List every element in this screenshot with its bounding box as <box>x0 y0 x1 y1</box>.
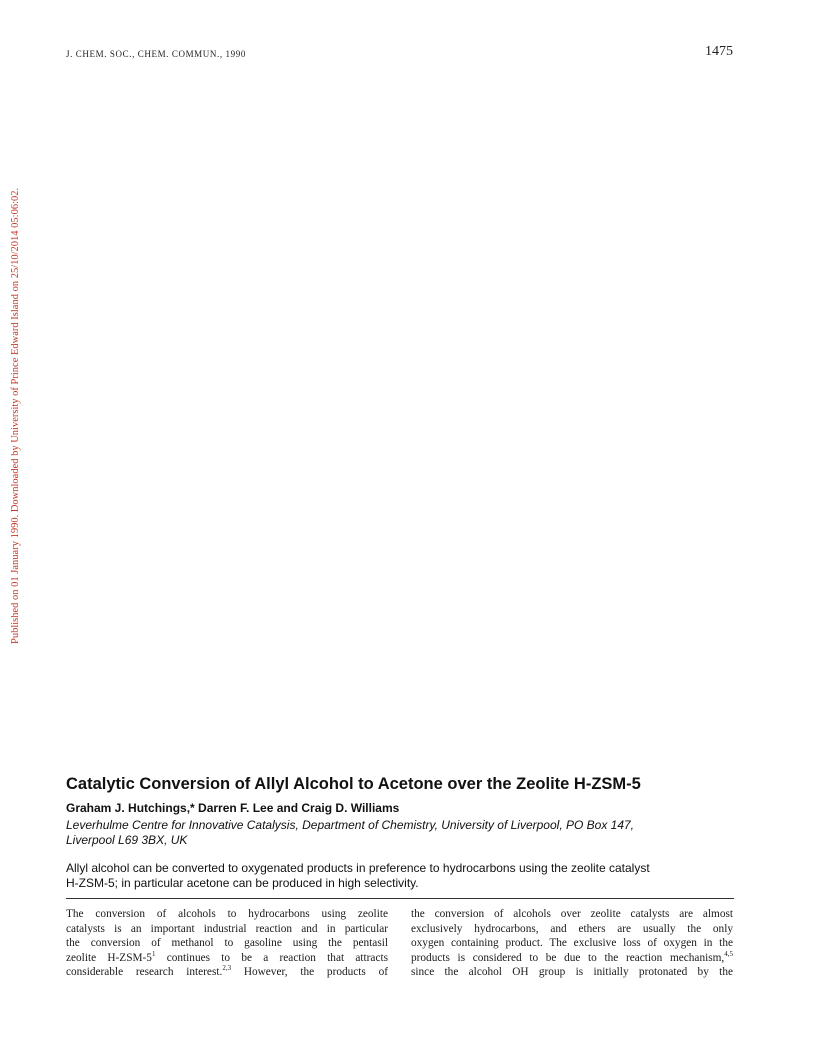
download-stamp-text[interactable]: Published on 01 January 1990. Downloaded by University of Prince Edward Island on 25/10/2014 05:06:02. <box>10 187 21 644</box>
affiliation-line: Leverhulme Centre for Innovative Catalysis, Department of Chemistry, University of Liverpool, PO Box 147, <box>66 818 635 832</box>
body-column-left <box>66 907 388 980</box>
body-line-cited <box>66 965 388 980</box>
body-line: since the alcohol OH group is initially protonated by the <box>411 966 733 978</box>
citation-ref[interactable]: 1 <box>151 949 156 958</box>
body-line: The conversion of alcohols to hydrocarbons using zeolite <box>66 908 388 920</box>
abstract-divider <box>66 898 734 899</box>
running-head: J. CHEM. SOC., CHEM. COMMUN., 1990 <box>66 49 246 59</box>
abstract <box>66 861 726 891</box>
author-affiliation <box>66 818 716 848</box>
body-line-cited <box>411 951 733 966</box>
article-title: Catalytic Conversion of Allyl Alcohol to Acetone over the Zeolite H-ZSM-5 <box>66 775 641 793</box>
body-text: considerable research interest. <box>66 966 223 978</box>
citation-ref[interactable]: 2,3 <box>222 964 232 973</box>
article-authors: Graham J. Hutchings,* Darren F. Lee and Craig D. Williams <box>66 801 400 815</box>
affiliation-line: Liverpool L69 3BX, UK <box>66 833 188 847</box>
body-line: oxygen containing product. The exclusive loss of oxygen in the <box>411 937 733 949</box>
citation-ref[interactable]: 4,5 <box>724 949 733 958</box>
download-stamp <box>2 184 21 644</box>
body-text: However, the products of <box>231 966 388 978</box>
body-text: products is considered to be due to the reaction mechanism, <box>411 951 725 964</box>
abstract-line: H-ZSM-5; in particular acetone can be produced in high selectivity. <box>66 876 419 890</box>
abstract-line: Allyl alcohol can be converted to oxygenated products in preference to hydrocarbons using the zeolite catalyst <box>66 861 650 875</box>
page-number: 1475 <box>705 44 733 59</box>
body-line: exclusively hydrocarbons, and ethers are usually the only <box>411 922 733 935</box>
body-text: zeolite H-ZSM-5 <box>66 951 152 964</box>
body-line: the conversion of alcohols over zeolite catalysts are almost <box>411 908 733 920</box>
body-line-cited <box>66 951 388 966</box>
body-column-right <box>411 907 733 980</box>
body-text: continues to be a reaction that attracts <box>155 951 388 964</box>
body-line: catalysts is an important industrial reaction and in particular <box>66 922 388 935</box>
body-line: the conversion of methanol to gasoline using the pentasil <box>66 937 388 949</box>
